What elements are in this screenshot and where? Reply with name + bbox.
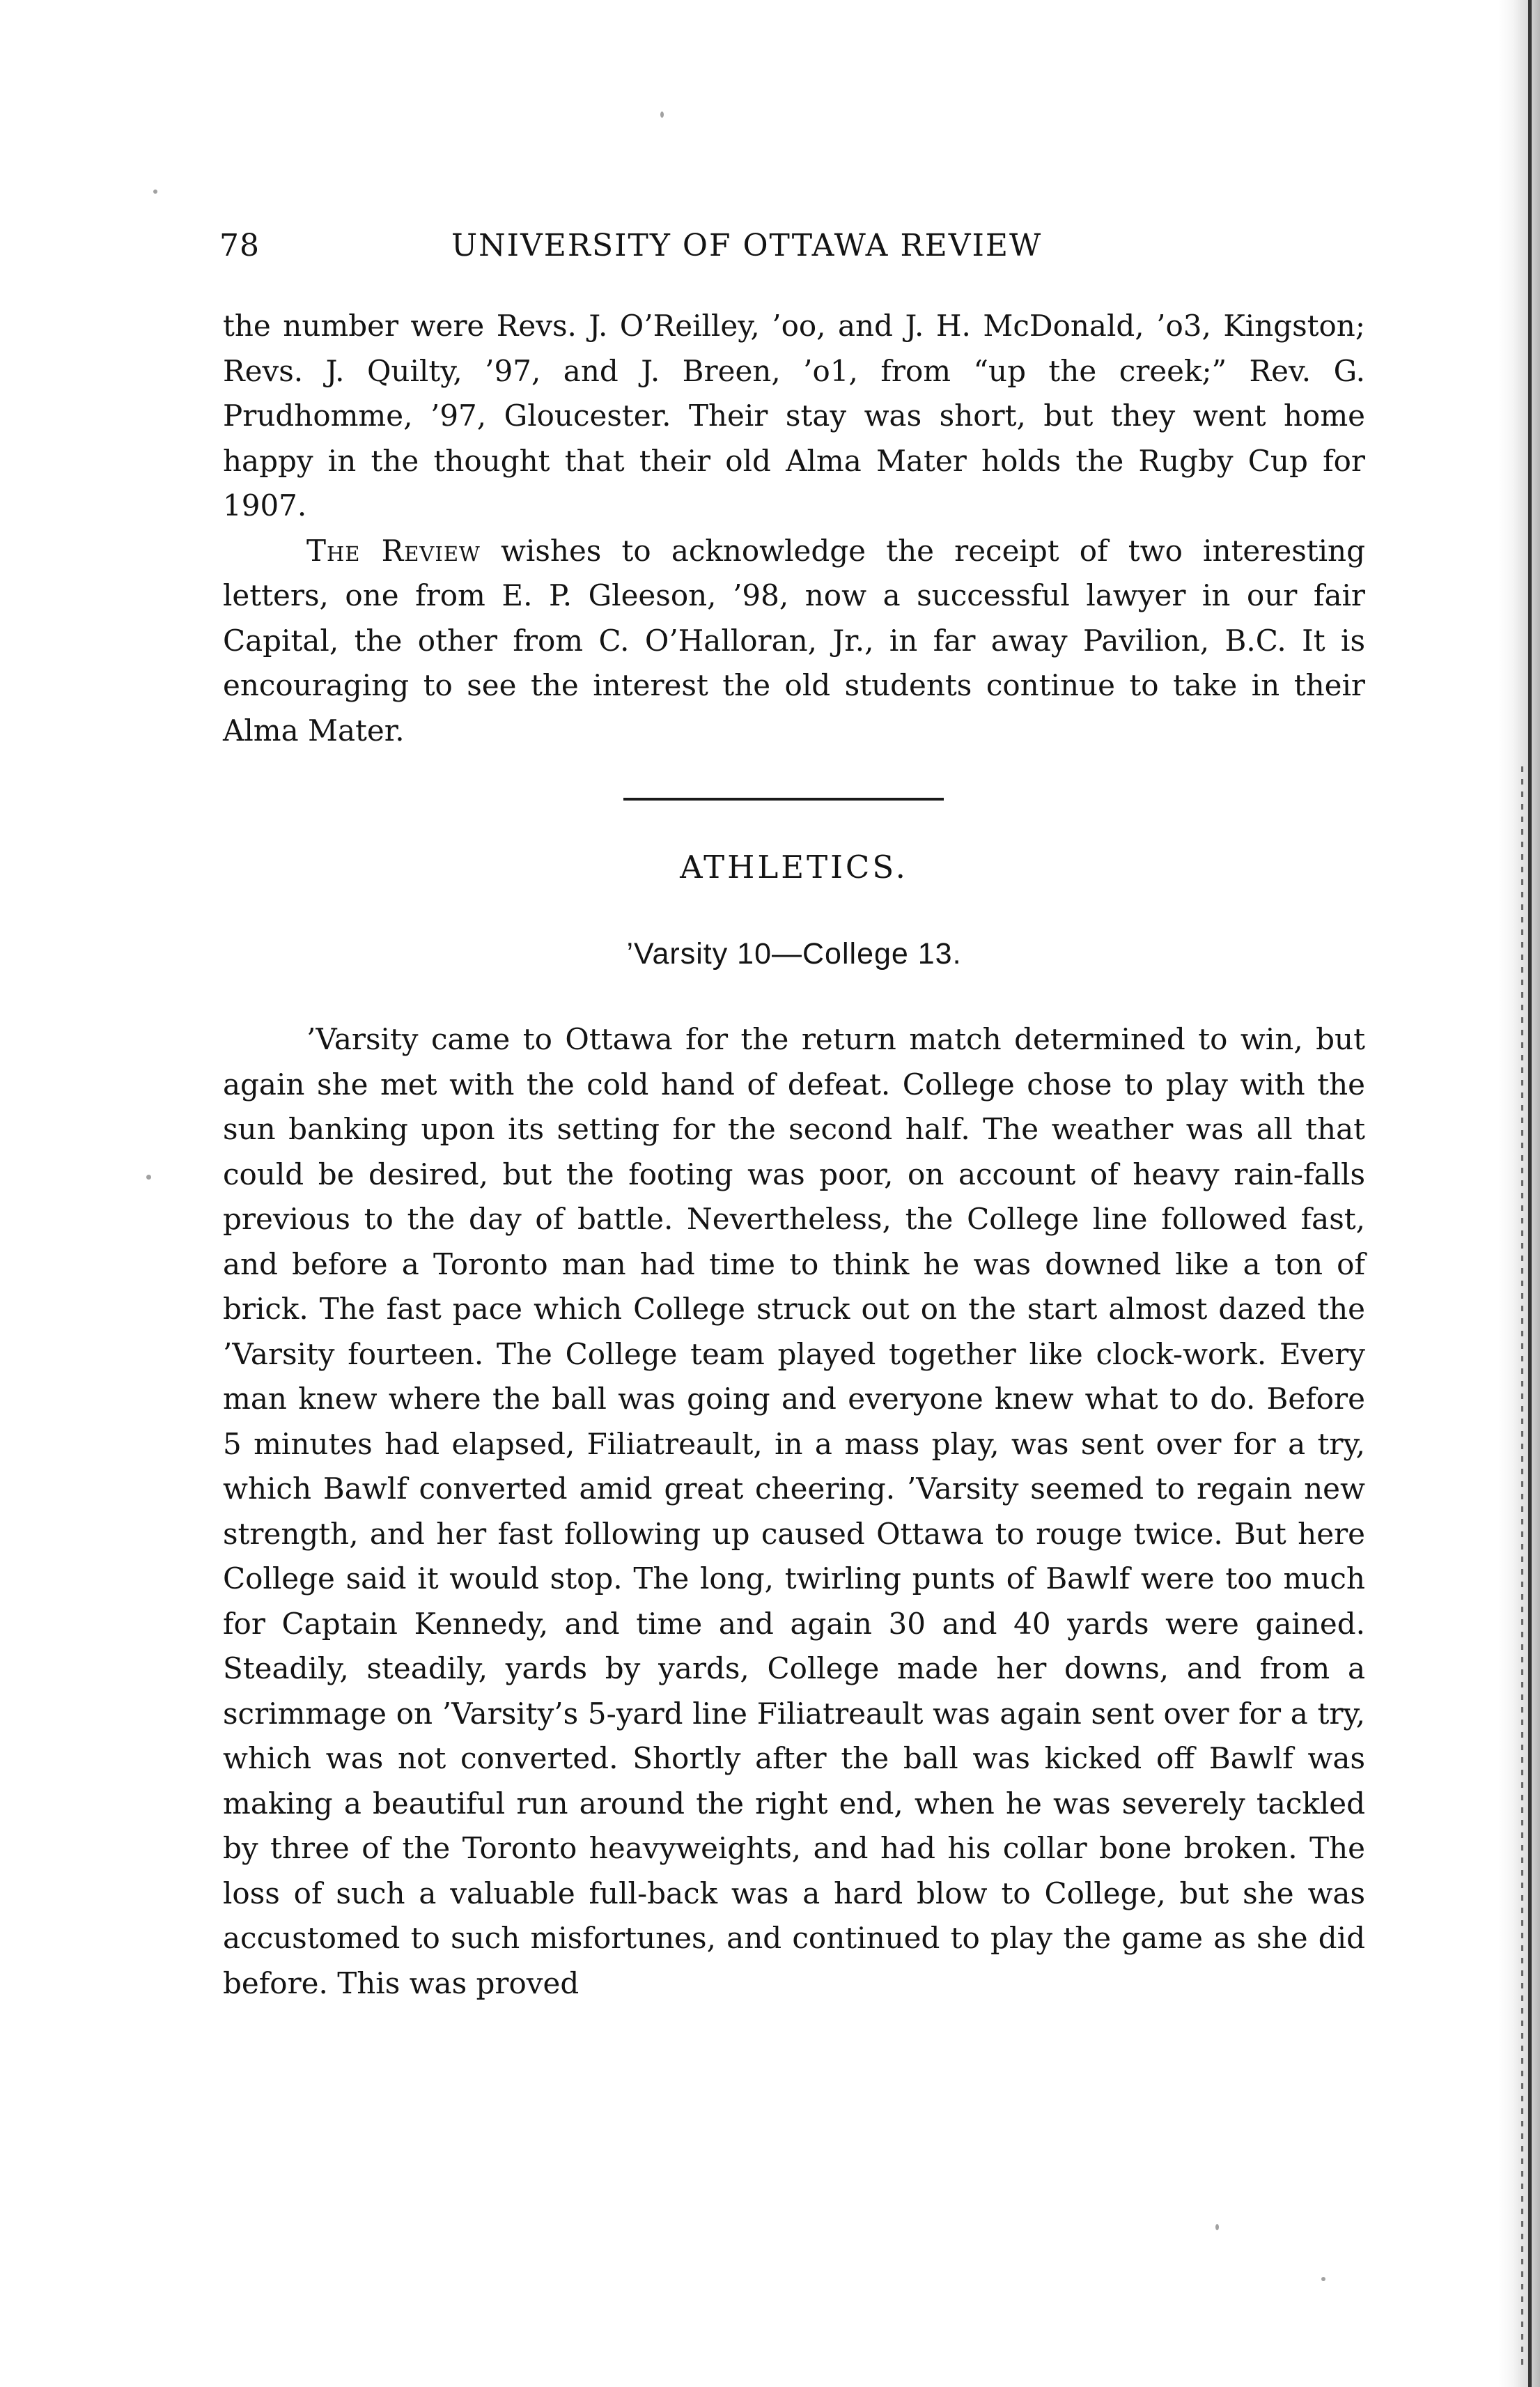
scan-speck (660, 111, 664, 118)
review-text: wishes to acknowledge the receipt of two interesting letters, one from E. P. Gleeson, ’98, now a successful lawyer in our fair Capital, the other from C. O’Halloran, Jr., in far away Pavilion, B.C. It is encouraging to see the interest the old students continue to take in their Alma Mater. (223, 533, 1365, 748)
scan-edge-shadow (1498, 0, 1540, 2387)
scan-speck (1215, 2224, 1219, 2230)
scan-speck (146, 1175, 151, 1180)
running-title: UNIVERSITY OF OTTAWA REVIEW (451, 228, 1043, 263)
scan-speck (1321, 2277, 1325, 2281)
paragraph-review (223, 529, 1365, 754)
match-title: ’Varsity 10—College 13. (626, 937, 962, 971)
section-title: ATHLETICS. (680, 849, 908, 886)
scan-edge-dashes (1521, 766, 1523, 2369)
page-header (219, 222, 1369, 270)
scan-speck (153, 190, 157, 194)
section-divider (623, 798, 944, 801)
review-smallcaps: The Review (306, 533, 481, 568)
match-report (223, 1017, 1365, 2006)
scan-edge-line (1528, 0, 1532, 2387)
page-number: 78 (219, 228, 260, 263)
alumni-notes (223, 304, 1365, 753)
match-report-body: ’Varsity came to Ottawa for the return match determined to win, but again she met with the cold hand of defeat. College chose to play with the sun banking upon its setting for the second half. The weather was all that could be desired, but the footing was poor, on account of heavy rain-falls previous to the day of battle. Nevertheless, the College line followed fast, and before a Toronto man had time to think he was downed like a ton of brick. The fast pace which College struck out on the start almost dazed the ’Varsity fourteen. The College team played together like clock-work. Every man knew where the ball was going and everyone knew what to do. Before 5 minutes had elapsed, Filiatreault, in a mass play, was sent over for a try, which Bawlf converted amid great cheering. ’Varsity seemed to regain new strength, and her fast following up caused Ottawa to rouge twice. But here College said it would stop. The long, twirling punts of Bawlf were too much for Captain Kennedy, and time and again 30 and 40 yards were gained. Steadily, steadily, yards by yards, College made her downs, and from a scrimmage on ’Varsity’s 5-yard line Filiatreault was again sent over for a try, which was not converted. Shortly after the ball was kicked off Bawlf was making a beautiful run around the right end, when he was severely tackled by three of the Toronto heavyweights, and had his collar bone broken. The loss of such a valuable full-back was a hard blow to College, but she was accustomed to such misfortunes, and continued to play the game as she did before. This was proved (223, 1022, 1365, 2000)
paragraph-visitors: the number were Revs. J. O’Reilley, ’oo, and J. H. McDonald, ’o3, Kingston; Revs. J. Quilty, ’97, and J. Breen, ’o1, from “up the creek;” Rev. G. Prudhomme, ’97, Gloucester. Their stay was short, but they went home happy in the thought that their old Alma Mater holds the Rugby Cup for 1907. (223, 309, 1365, 523)
